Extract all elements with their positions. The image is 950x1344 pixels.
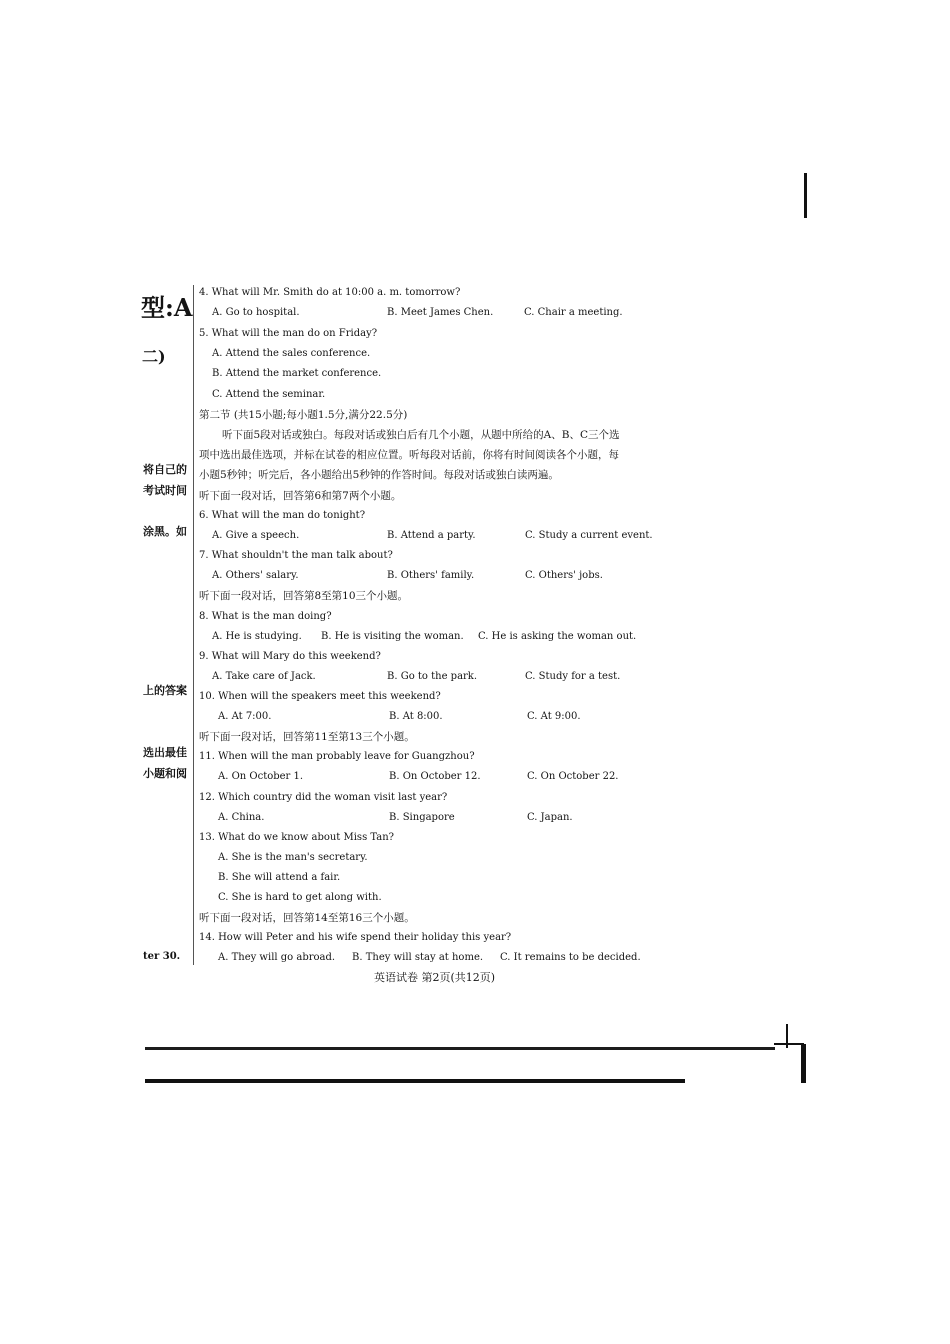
q8-option-a: A. He is studying. xyxy=(212,631,302,642)
dialogue-instruction: 听下面一段对话，回答第6和第7两个小题。 xyxy=(199,490,402,502)
margin-fragment: 考试时间 xyxy=(143,484,187,497)
page-footer: 英语试卷 第2页(共12页) xyxy=(374,971,496,984)
q5-option-a: A. Attend the sales conference. xyxy=(212,348,371,359)
q6-option-c: C. Study a current event. xyxy=(525,530,653,541)
question-5-stem: 5. What will the man do on Friday? xyxy=(199,328,378,339)
q14-option-c: C. It remains to be decided. xyxy=(500,952,641,963)
margin-fragment: 小题和阅 xyxy=(143,767,187,780)
q4-option-a: A. Go to hospital. xyxy=(212,307,300,318)
q9-option-b: B. Go to the park. xyxy=(387,671,478,682)
section-2-heading: 第二节 (共15小题;每小题1.5分,满分22.5分) xyxy=(199,409,408,421)
q4-option-b: B. Meet James Chen. xyxy=(387,307,494,318)
q10-option-a: A. At 7:00. xyxy=(218,711,272,722)
q11-option-b: B. On October 12. xyxy=(389,771,481,782)
q7-option-b: B. Others' family. xyxy=(387,570,475,581)
question-8-stem: 8. What is the man doing? xyxy=(199,611,332,622)
question-13-stem: 13. What do we know about Miss Tan? xyxy=(199,832,395,843)
bottom-rule-2 xyxy=(145,1079,685,1083)
q11-option-c: C. On October 22. xyxy=(527,771,619,782)
margin-fragment: 上的答案 xyxy=(143,684,187,697)
q9-option-c: C. Study for a test. xyxy=(525,671,621,682)
q13-option-c: C. She is hard to get along with. xyxy=(218,892,382,903)
section-2-instruction: 项中选出最佳选项，并标在试卷的相应位置。听每段对话前，你将有时间阅读各个小题，每 xyxy=(199,449,619,461)
crop-cross-v xyxy=(786,1024,788,1048)
margin-fragment: 将自己的 xyxy=(143,463,187,476)
margin-fragment: 涂黑。如 xyxy=(143,525,187,538)
q14-option-a: A. They will go abroad. xyxy=(218,952,336,963)
margin-fragment: 选出最佳 xyxy=(143,746,187,759)
q6-option-a: A. Give a speech. xyxy=(212,530,300,541)
q11-option-a: A. On October 1. xyxy=(218,771,304,782)
q7-option-a: A. Others' salary. xyxy=(212,570,299,581)
scan-mark-right-top xyxy=(804,173,807,218)
question-4-stem: 4. What will Mr. Smith do at 10:00 a. m. tomorrow? xyxy=(199,287,461,298)
scan-mark-right-bottom xyxy=(801,1044,806,1083)
q5-option-c: C. Attend the seminar. xyxy=(212,389,326,400)
bottom-rule-1 xyxy=(145,1047,775,1050)
dialogue-instruction: 听下面一段对话，回答第8至第10三个小题。 xyxy=(199,590,409,602)
q5-option-b: B. Attend the market conference. xyxy=(212,368,382,379)
question-11-stem: 11. When will the man probably leave for Guangzhou? xyxy=(199,751,475,762)
q12-option-b: B. Singapore xyxy=(389,812,455,823)
margin-paren-fragment: 二) xyxy=(142,347,166,366)
question-7-stem: 7. What shouldn't the man talk about? xyxy=(199,550,393,561)
margin-title-fragment: 型:A xyxy=(141,293,193,322)
question-9-stem: 9. What will Mary do this weekend? xyxy=(199,651,381,662)
q12-option-c: C. Japan. xyxy=(527,812,573,823)
question-10-stem: 10. When will the speakers meet this weekend? xyxy=(199,691,441,702)
q8-option-c: C. He is asking the woman out. xyxy=(478,631,637,642)
q14-option-b: B. They will stay at home. xyxy=(352,952,484,963)
section-2-instruction: 听下面5段对话或独白。每段对话或独白后有几个小题，从题中所给的A、B、C三个选 xyxy=(222,429,620,441)
dialogue-instruction: 听下面一段对话，回答第11至第13三个小题。 xyxy=(199,731,415,743)
question-14-stem: 14. How will Peter and his wife spend their holiday this year? xyxy=(199,932,512,943)
q10-option-c: C. At 9:00. xyxy=(527,711,581,722)
q9-option-a: A. Take care of Jack. xyxy=(212,671,316,682)
margin-divider xyxy=(193,285,194,965)
q12-option-a: A. China. xyxy=(218,812,265,823)
q4-option-c: C. Chair a meeting. xyxy=(524,307,623,318)
section-2-instruction: 小题5秒钟；听完后，各小题给出5秒钟的作答时间。每段对话或独白读两遍。 xyxy=(199,469,559,481)
question-6-stem: 6. What will the man do tonight? xyxy=(199,510,366,521)
dialogue-instruction: 听下面一段对话，回答第14至第16三个小题。 xyxy=(199,912,415,924)
q7-option-c: C. Others' jobs. xyxy=(525,570,603,581)
q6-option-b: B. Attend a party. xyxy=(387,530,476,541)
question-12-stem: 12. Which country did the woman visit last year? xyxy=(199,792,448,803)
q10-option-b: B. At 8:00. xyxy=(389,711,443,722)
margin-fragment: ter 30. xyxy=(143,951,181,962)
q13-option-b: B. She will attend a fair. xyxy=(218,872,341,883)
q13-option-a: A. She is the man's secretary. xyxy=(218,852,368,863)
q8-option-b: B. He is visiting the woman. xyxy=(321,631,464,642)
crop-cross-h xyxy=(774,1043,804,1045)
